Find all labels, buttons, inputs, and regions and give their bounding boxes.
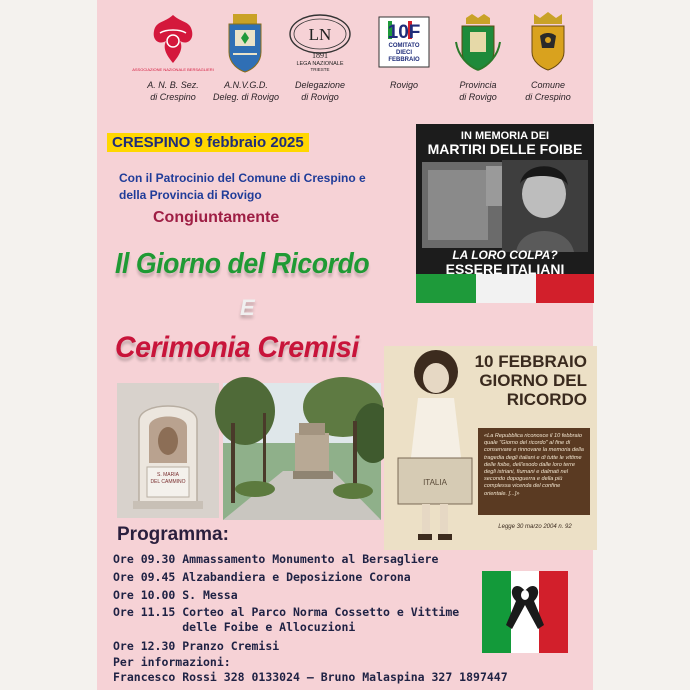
comitato-10f-icon: [377, 8, 431, 76]
patronage-line-2: della Provincia di Rovigo: [119, 188, 262, 202]
caption-line: A. N. B. Sez.: [147, 80, 199, 90]
caption-line: Delegazione: [294, 80, 346, 90]
logo-caption-anb: [135, 80, 211, 103]
suitcase-label: ITALIA: [423, 478, 447, 487]
jointly-label: Congiuntamente: [153, 209, 280, 226]
foibe-line-2: MARTIRI DELLE FOIBE: [427, 141, 583, 157]
caption-line: di Rovigo: [301, 91, 339, 102]
shrine-photo: [117, 383, 219, 518]
seal-monogram: LN: [308, 25, 332, 44]
caption-line: Provincia: [459, 80, 497, 90]
anb-badge-text: ASSOCIAZIONE NAZIONALE BERSAGLIERI: [132, 67, 214, 72]
anb-crest-icon: [132, 8, 214, 76]
program-item: Ore 09.30 Ammassamento Monumento al Bersagliere: [113, 552, 439, 566]
giorno-ricordo-poster: [384, 346, 597, 550]
provincia-coat-icon: [451, 8, 505, 76]
plaque-line: S. MARIA: [157, 472, 179, 478]
logo-caption-10f: [369, 80, 439, 92]
program-item: Ore 11.15 Corteo al Parco Norma Cossetto e Vittime: [113, 605, 460, 619]
law-quote-box: «La Repubblica riconosce il 10 febbraio quale "Giorno del ricordo" al fine di conservare e rinnovare la memoria della tragedia degli italiani e di tutte le vittime delle foibe, dell'esodo dalle loro terre degli istriani, fiumani e dalmati nel secondo dopoguerra e della più complessa vicenda del confine orientale. [...]»: [478, 428, 590, 515]
badge-line: COMITATO: [388, 43, 420, 49]
badge-10f: 10F: [387, 22, 421, 43]
patronage-line-1: Con il Patrocinio del Comune di Crespino e: [119, 171, 366, 185]
foibe-line-3: LA LORO COLPA?: [452, 248, 558, 262]
ricordo-title-line-3: RICORDO: [506, 390, 587, 409]
logo-caption-comune: [515, 80, 581, 103]
monument-park-photo: [223, 383, 381, 520]
logo-caption-anvgd: [209, 80, 283, 103]
title-giorno-ricordo: Il Giorno del Ricordo: [115, 248, 370, 280]
anvgd-shield-icon: [221, 8, 269, 76]
italian-flag-mourning-ribbon-icon: [482, 571, 568, 653]
title-conjunction: E: [240, 295, 255, 320]
contacts-line: Francesco Rossi 328 0133024 – Bruno Malaspina 327 1897447: [113, 670, 508, 684]
program-heading: Programma:: [117, 524, 229, 545]
caption-line: Comune: [530, 80, 566, 90]
ricordo-title-line-1: 10 FEBBRAIO: [474, 352, 587, 371]
seal-name: LEGA NAZIONALE: [296, 61, 344, 67]
caption-line: di Crespino: [150, 91, 196, 102]
caption-line: Rovigo: [389, 80, 418, 90]
caption-line: A.N.V.G.D.: [224, 80, 268, 90]
program-item: Ore 12.30 Pranzo Cremisi: [113, 639, 280, 653]
program-item-continued: delle Foibe e Allocuzioni: [113, 620, 356, 634]
foibe-line-4: ESSERE ITALIANI: [445, 261, 565, 277]
title-cerimonia-cremisi: Cerimonia Cremisi: [115, 331, 359, 364]
logo-caption-lega: [283, 80, 357, 103]
law-reference: Legge 30 marzo 2004 n. 92: [498, 524, 572, 530]
lega-nazionale-seal-icon: [285, 8, 355, 76]
comune-coat-icon: [525, 8, 571, 76]
foibe-memorial-poster: [416, 124, 594, 303]
seal-year: 1891: [312, 51, 328, 60]
logo-caption-provincia: [443, 80, 513, 103]
caption-line: di Crespino: [525, 91, 571, 102]
seal-city: TRIESTE: [310, 67, 330, 72]
foibe-line-1: IN MEMORIA DEI: [460, 130, 550, 142]
badge-line: DIECI: [395, 50, 413, 56]
plaque-line: DEL CAMMINO: [150, 479, 186, 485]
caption-line: Deleg. di Rovigo: [212, 91, 280, 102]
caption-line: di Rovigo: [459, 91, 497, 102]
badge-line: FEBBRAIO: [388, 57, 420, 63]
ricordo-title-line-2: GIORNO DEL: [479, 371, 587, 390]
event-date-title: CRESPINO 9 febbraio 2025: [107, 133, 309, 152]
event-poster: [97, 0, 593, 690]
info-label: Per informazioni:: [113, 655, 231, 669]
program-item: Ore 10.00 S. Messa: [113, 588, 238, 602]
program-item: Ore 09.45 Alzabandiera e Deposizione Corona: [113, 570, 411, 584]
